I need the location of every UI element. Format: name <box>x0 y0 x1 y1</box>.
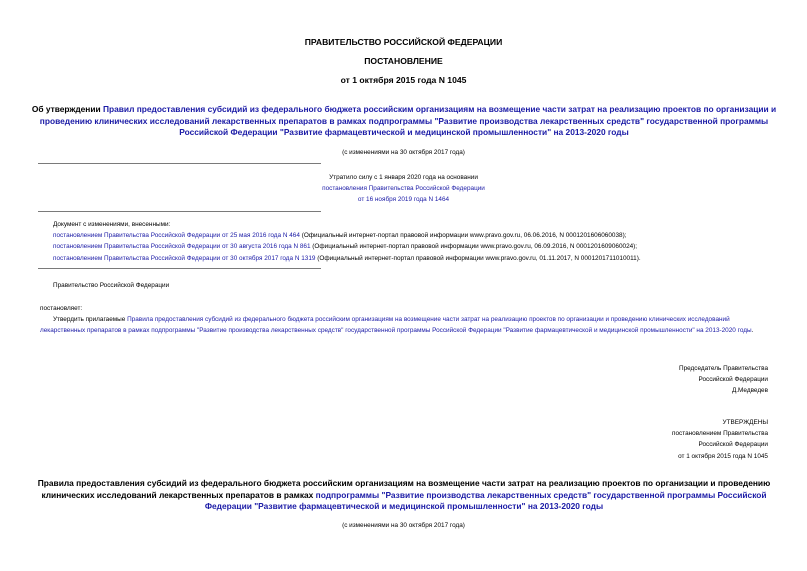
government-heading: ПРАВИТЕЛЬСТВО РОССИЙСКОЙ ФЕДЕРАЦИИ <box>304 37 503 47</box>
approved-org: Российской Федерации <box>698 441 768 449</box>
approve-paragraph <box>40 314 775 337</box>
change-source-2: (Официальный интернет-портал правовой информации www.pravo.gov.ru, 06.09.2016, N 0001201609060024); <box>310 243 638 251</box>
expired-decree-date-link[interactable]: от 16 ноября 2019 года N 1464 <box>357 196 450 204</box>
divider <box>38 268 321 269</box>
signature-name: Д.Медведев <box>731 387 768 395</box>
resolves-text: постановляет: <box>40 305 83 312</box>
divider <box>38 163 321 164</box>
document-type: ПОСТАНОВЛЕНИЕ <box>364 56 443 66</box>
approved-heading: УТВЕРЖДЕНЫ <box>722 419 768 426</box>
approve-suffix: . <box>751 327 754 335</box>
approved-date: от 1 октября 2015 года N 1045 <box>678 452 768 460</box>
expired-line1: Утратило силу с 1 января 2020 года на основании <box>329 174 478 181</box>
change-link-2[interactable]: постановлением Правительства Российской Федерации от 30 августа 2016 года N 861 <box>53 243 311 251</box>
change-link-3[interactable]: постановлением Правительства Российской Федерации от 30 октября 2017 года N 1319 <box>53 254 316 262</box>
expired-note <box>0 172 807 206</box>
signature-block <box>468 363 768 397</box>
changes-list <box>53 219 793 264</box>
change-source-1: (Официальный интернет-портал правовой информации www.pravo.gov.ru, 06.06.2016, N 0001201606060038); <box>299 232 627 240</box>
document-date-number: от 1 октября 2015 года N 1045 <box>340 75 467 85</box>
rules-title <box>28 478 780 513</box>
approved-block <box>468 417 768 462</box>
approve-prefix: Утвердить прилагаемые <box>53 316 128 323</box>
approve-rules-link[interactable]: Правила предоставления субсидий из федерального бюджета российским организациям на возмещение части затрат на реализацию проектов по организации и проведению клинических исследований лекарственных препаратов в рамках подпрограммы "Развитие производства лекарственных средств" государственной программы Российской Федерации "Развитие фармацевтической и медицинской промышленности" на 2013-2020 годы <box>40 316 752 335</box>
title-rules-link[interactable]: Правил предоставления субсидий из федерального бюджета российским организациям на возмещение части затрат на реализацию проектов по организации и проведению клинических исследований лекарственных препаратов в рамках подпрограммы "Развитие производства лекарственных средств" государственной программы Российской Федерации "Развитие фармацевтической и медицинской промышленности" на 2013-2020 годы <box>39 104 777 137</box>
government-name: Правительство Российской Федерации <box>53 282 170 289</box>
change-source-3: (Официальный интернет-портал правовой информации www.pravo.gov.ru, 01.11.2017, N 0001201711010011). <box>315 254 641 262</box>
rules-subprogram-link[interactable]: подпрограммы "Развитие производства лекарственных средств" государственной программы Российской Федерации "Развитие фармацевтической и медицинской промышленности" на 2013-2020 годы <box>204 489 767 511</box>
signature-position: Председатель Правительства <box>679 365 768 372</box>
list-item <box>53 241 793 252</box>
amended-note: (с изменениями на 30 октября 2017 года) <box>342 149 465 156</box>
expired-decree-link[interactable]: постановления Правительства Российской Федерации <box>322 185 485 193</box>
rules-title-text: Правила предоставления субсидий из федерального бюджета российским организациям на возмещение части затрат на реализацию проектов по организации и проведению клинических исследований лекарственных препаратов в рамках <box>37 478 771 500</box>
divider <box>38 211 321 212</box>
signature-org: Российской Федерации <box>698 376 768 384</box>
list-item <box>53 253 793 264</box>
change-link-1[interactable]: постановлением Правительства Российской Федерации от 25 мая 2016 года N 464 <box>53 232 300 240</box>
title-prefix: Об утверждении <box>31 104 103 114</box>
document-title <box>28 104 780 139</box>
list-item <box>53 230 793 241</box>
amended-note-2: (с изменениями на 30 октября 2017 года) <box>342 522 465 529</box>
approved-by: постановлением Правительства <box>672 430 768 438</box>
changes-heading: Документ с изменениями, внесенными: <box>53 221 171 228</box>
